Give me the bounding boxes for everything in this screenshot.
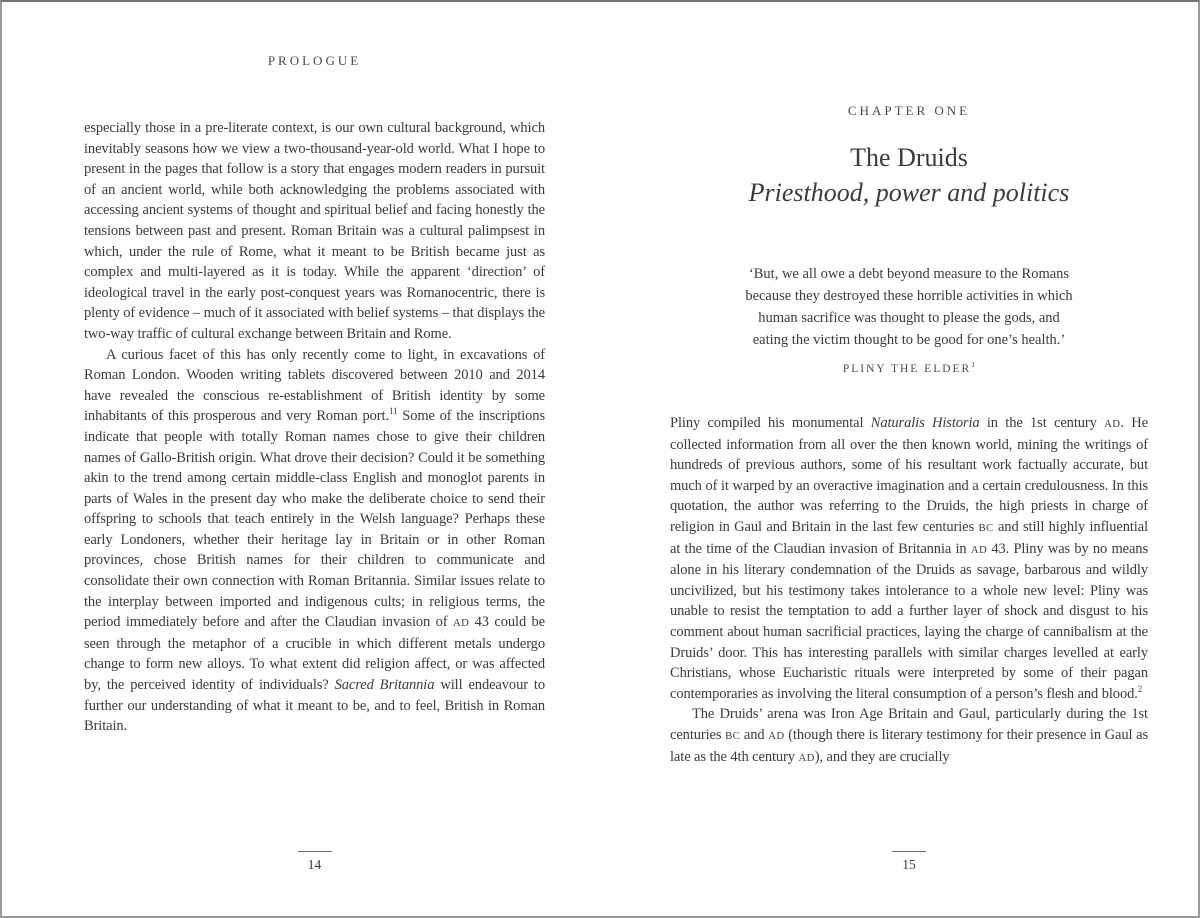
text-segment: Pliny compiled his monumental	[670, 415, 871, 431]
epigraph-lines	[670, 263, 1148, 351]
chapter-subtitle: Priesthood, power and politics	[748, 178, 1070, 207]
page-number: 15	[902, 857, 916, 872]
text-segment: . He collected information from all over the then known world, mining the writings of hundreds of previous authors, some of his resultant work factually accurate, but much of it warped by an overactive imagination and a certain credulousness. In this quotation, the author was referring to the Druids, the high priests in charge of religion in Gaul and Britain in the last few centuries	[670, 415, 1148, 535]
text-segment: 43. Pliny was by no means alone in his literary condemnation of the Druids as savage, barbarous and wildly uncivilized, but his testimony takes intolerance to a whole new level: Pliny was unable to resist the temptation to add a further layer of shock and disgust to his comment about human sacrificial practices, laying the charge of cannibalism at the Druids’ door. This has interesting parallels with similar charges levelled at early Christians, whose Eucharistic rituals were interpreted by some of their pagan contemporaries as involving the literal consumption of a person’s flesh and blood.	[670, 540, 1148, 702]
text-segment: A curious facet of this has only recently come to light, in excavations of Roman London. Wooden writing tablets discovered between 2010 and 2014 have revealed the conscious re-establishment of British identity by some inhabitants of this prosperous and very Roman port.	[84, 346, 545, 425]
epigraph-line: eating the victim thought to be good for one’s health.’	[752, 332, 1066, 348]
page-right	[670, 2, 1148, 918]
text-segment-sc: BC	[978, 521, 994, 534]
text-segment: in the 1st century	[979, 415, 1105, 431]
text-segment: 43 could be seen through the metaphor of a crucible in which different metals undergo change to form new alloys. To what extent did religion affect, or was affected by, the perceived identity of individuals?	[84, 614, 546, 694]
body-text	[84, 118, 545, 737]
text-segment-sc: AD	[1104, 418, 1121, 430]
text-segment-sup: 2	[1137, 683, 1143, 694]
text-segment-sc: AD	[798, 751, 815, 764]
epigraph-attribution	[670, 358, 1148, 380]
text-segment: (though there is literary testimony for their presence in Gaul as late as the 4th century	[670, 726, 1149, 765]
text-segment-sc: BC	[725, 729, 741, 742]
text-segment-sup: 11	[388, 406, 398, 417]
paragraph	[84, 118, 545, 345]
paragraph	[670, 413, 1148, 704]
page-number: 14	[307, 857, 322, 872]
text-segment-sc: AD	[970, 543, 988, 556]
text-segment: Some of the inscriptions indicate that people with totally Roman names chose to give their children names of Gallo-British origin. What drove their decision? Could it be something akin to the trend among certain middle-class English and monoglot parents in parts of Wales in the present day who make the deliberate choice to send their offspring to schools that teach entirely in the Welsh language? Perhaps these early Londoners, whether their heritage lay in Britain or in other Roman provinces, chose British names for their children to communicate and consolidate their own connection with Roman Britannia. Similar issues relate to the interplay between imported and indigenous cults; in religious terms, the period immediately before and after the Claudian invasion of	[84, 408, 545, 631]
text-segment-sc: AD	[768, 729, 785, 742]
text-segment: will endeavour to further our understanding of what it meant to be, and to feel, British in Roman Britain.	[84, 677, 545, 735]
chapter-label: CHAPTER ONE	[847, 103, 971, 118]
footer-rule	[298, 851, 332, 852]
paragraph	[670, 704, 1148, 768]
paragraph	[84, 345, 545, 737]
epigraph-line: human sacrifice was thought to please the gods, and	[758, 310, 1060, 326]
body-text	[670, 413, 1148, 768]
chapter-title: The Druids	[850, 143, 968, 172]
footer-rule	[892, 851, 926, 852]
text-segment: and	[740, 726, 769, 743]
text-segment: The Druids’ arena was Iron Age Britain and Gaul, particularly during the 1st centuries	[670, 706, 1148, 743]
text-segment-sc: AD	[452, 617, 470, 630]
running-head: PROLOGUE	[267, 53, 362, 68]
footnote-marker: 1	[971, 360, 976, 370]
epigraph	[670, 263, 1148, 380]
text-segment: and still highly influential at the time of the Claudian invasion of Britannia in	[670, 518, 1148, 557]
text-segment: especially those in a pre-literate context, is our own cultural background, which inevitably seasons how we view a two-thousand-year-old world. What I hope to present in the pages that follow is a story that engages modern readers in pursuit of an ancient world, while both acknowledging the problems associated with accessing ancient systems of thought and spiritual belief and facing honestly the tensions between past and present. Roman Britain was a cultural palimpsest in which, under the rule of Rome, what it meant to be British became just as complex and multi-layered as it is today. While the apparent ‘direction’ of ideological travel in the early post-conquest years was Romanocentric, there is plenty of evidence – much of it associated with belief systems – that displays the two-way traffic of cultural exchange between Britain and Rome.	[84, 120, 545, 342]
epigraph-line: because they destroyed these horrible activities in which	[745, 288, 1073, 304]
page-footer	[84, 851, 545, 873]
text-segment-i: Naturalis Historia	[870, 415, 980, 431]
text-segment: ), and they are crucially	[814, 748, 950, 765]
page-left	[84, 2, 545, 918]
epigraph-attribution-name: PLINY THE ELDER	[842, 363, 972, 375]
page-footer	[670, 851, 1148, 873]
epigraph-line: ‘But, we all owe a debt beyond measure to the Romans	[748, 266, 1070, 282]
text-segment-i: Sacred Britannia	[334, 677, 435, 694]
